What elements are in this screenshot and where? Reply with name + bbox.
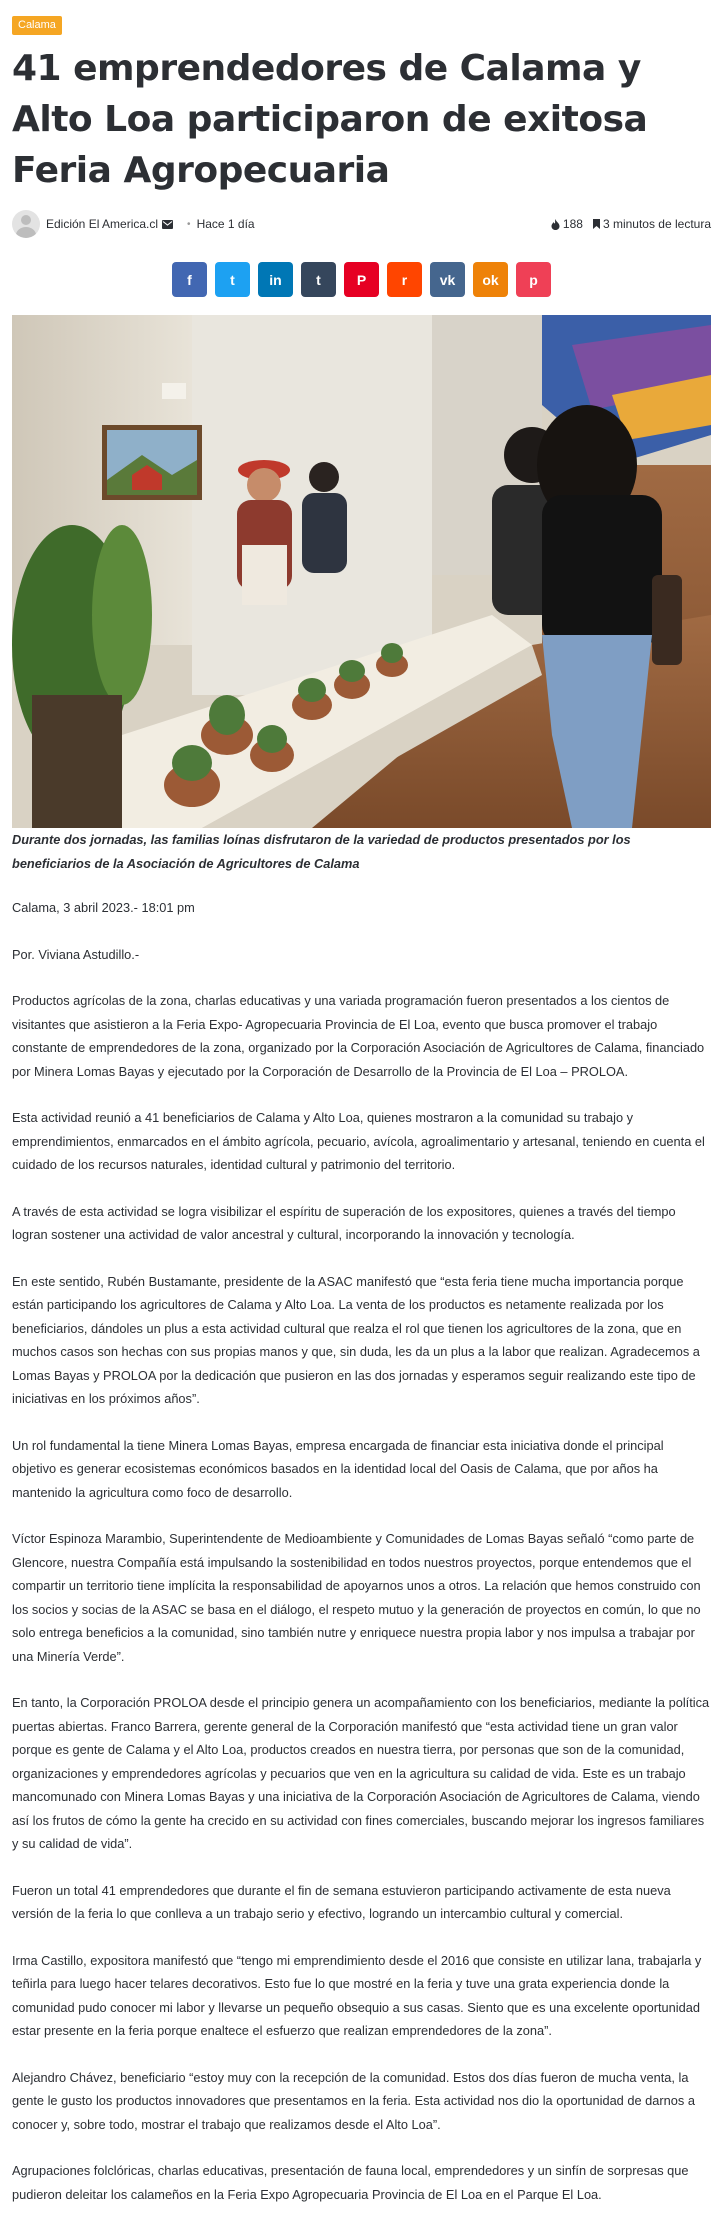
byline: Por. Viviana Astudillo.-: [12, 946, 140, 962]
share-tumblr-button[interactable]: [301, 262, 336, 297]
author-name[interactable]: Edición El America.cl: [46, 217, 159, 231]
share-linkedin-button[interactable]: [258, 262, 293, 297]
paragraph: Un rol fundamental la tiene Minera Lomas Bayas, empresa encargada de financiar esta iniciativa donde el principal objetivo es generar ecosistemas económicos basados en la identidad local del Oasis de Calama, que por años ha mantenido la agricultura como foco de desarrollo.: [12, 1437, 664, 1500]
post-title: 41 emprendedores de Calama y Alto Loa participaron de exitosa Feria Agropecuaria: [12, 48, 648, 191]
facebook-icon: f: [187, 271, 192, 288]
share-buttons: [12, 262, 711, 297]
meta-separator: •: [187, 218, 191, 230]
post-time: Hace 1 día: [196, 217, 255, 231]
paragraph: Fueron un total 41 emprendedores que durante el fin de semana estuvieron participando activamente de esta nueva versión de la feria lo que conlleva a un trabajo serio y efectivo, logrando un intercambio cultural y comercial.: [12, 1882, 671, 1921]
paragraph: Víctor Espinoza Marambio, Superintendente de Medioambiente y Comunidades de Lomas Bayas señaló “como parte de Glencore, nuestra Compañía está impulsando la sostenibilidad en todos nuestros proyectos, porque entendemos que el compartir un territorio tiene implícita la responsabilidad de apoyarnos unos a otros. La relación que hemos construido con los socios y socias de la ASAC se basa en el diálogo, el respeto mutuo y la generación de proyectos en común, lo que no solo entrega beneficios a la comunidad, sino también nutre y enriquece nuestra propia labor y nos impulsa a trabajar por una Minería Verde”.: [12, 1531, 701, 1664]
read-time: [593, 217, 711, 231]
paragraph: A través de esta actividad se logra visibilizar el espíritu de superación de los expositores, quienes a través del tiempo logran sostener una actividad de valor ancestral y cultural, incorporando la innovación y tecnología.: [12, 1203, 676, 1242]
paragraph: En tanto, la Corporación PROLOA desde el principio genera un acompañamiento con los beneficiarios, mediante la política puertas abiertas. Franco Barrera, gerente general de la Corporación manifestó que “esta actividad tiene un gran valor porque es gente de Calama y el Alto Loa, productos creados en nuestra tierra, por personas que son de la comunidad, organizaciones y emprendedores agrícolas y pecuarios que ven en la agricultura su calidad de vida. Este es un trabajo mancomunado con Minera Lomas Bayas y una iniciativa de la Corporación Asociación de Agricultores de Calama, viendo así los frutos de cómo la gente ha crecido en su actividad con fines comerciales, buscando mejorar los ingresos familiares y su calidad de vida”.: [12, 1695, 710, 1851]
post-meta: [12, 208, 711, 240]
paragraph: Alejandro Chávez, beneficiario “estoy muy con la recepción de la comunidad. Estos dos días fueron de mucha venta, la gente le gusto los productos innovadores que presentamos en la feria. Esta actividad nos dio la oportunidad de darnos a conocer y, sobre todo, mostrar el trabajo que realizamos desde el Alto Loa”.: [12, 2069, 695, 2132]
share-pinterest-button[interactable]: [344, 262, 379, 297]
share-vk-button[interactable]: [430, 262, 465, 297]
featured-image: [12, 315, 711, 828]
author-avatar[interactable]: [12, 210, 40, 238]
paragraph: En este sentido, Rubén Bustamante, presidente de la ASAC manifestó que “esta feria tiene mucha importancia porque están participando los agricultores de Calama y Alto Loa. La venta de los productos es netamente realizada por los beneficiarios, dándoles un plus a esta actividad cultural que realza el rol que tienen los agricultores de la zona, que en muchos casos son hechas con sus propias manos y que, sin duda, les da un plus a la labor que realizan. Agradecemos a Lomas Bayas y PROLOA por la dedicación que pusieron en las dos jornadas y esperamos seguir realizando este tipo de iniciativas en los próximos años”.: [12, 1273, 700, 1406]
fire-icon: [551, 219, 560, 230]
share-twitter-button[interactable]: [215, 262, 250, 297]
reddit-icon: r: [401, 271, 408, 288]
article-body: [12, 989, 711, 2206]
share-odnoklassniki-button[interactable]: [473, 262, 508, 297]
views-value: 188: [562, 217, 583, 231]
author-meta: [12, 210, 255, 238]
paragraph: Irma Castillo, expositora manifestó que “tengo mi emprendimiento desde el 2016 que consiste en utilizar lana, trabajarla y teñirla para luego hacer telares decorativos. Esto fue lo que mostré en la feria y tuve una grata experiencia donde la comunidad pudo conocer mi labor y llevarse un pequeño obsequio a sus casas. Siento que es una excelente oportunidad estar presente en la feria porque enaltece el esfuerzo que realizan emprendedores de la zona”.: [12, 1952, 702, 2038]
vk-icon: vk: [439, 271, 456, 288]
bookmark-icon: [593, 219, 600, 229]
linkedin-icon: in: [269, 271, 282, 288]
category-badge[interactable]: Calama: [12, 16, 62, 35]
paragraph: Esta actividad reunió a 41 beneficiarios de Calama y Alto Loa, quienes mostraron a la comunidad su trabajo y emprendimientos, enmarcados en el ámbito agrícola, pecuario, avícola, agroalimentario y artesanal, teniendo en cuenta el cuidado de los recursos naturales, identidad cultural y patrimonio del territorio.: [12, 1110, 705, 1172]
pinterest-icon: P: [356, 271, 367, 288]
twitter-icon: t: [230, 271, 235, 288]
mail-icon[interactable]: [162, 220, 173, 229]
dateline: Calama, 3 abril 2023.- 18:01 pm: [12, 900, 195, 915]
views-count: [551, 217, 583, 231]
pocket-icon: p: [529, 271, 538, 288]
read-time-value: 3 minutos de lectura: [602, 217, 711, 231]
paragraph: Agrupaciones folclóricas, charlas educativas, presentación de fauna local, emprendedores y un sinfín de sorpresas que pudieron deleitar los calameños en la Feria Expo Agropecuaria Provincia de El Loa en el Parque El Loa.: [12, 2163, 689, 2202]
odnoklassniki-icon: ok: [482, 271, 499, 288]
tumblr-icon: t: [316, 271, 321, 288]
image-caption: Durante dos jornadas, las familias loínas disfrutaron de la variedad de productos presentados por los beneficiarios de la Asociación de Agricultores de Calama: [12, 832, 631, 871]
share-pocket-button[interactable]: [516, 262, 551, 297]
share-reddit-button[interactable]: [387, 262, 422, 297]
share-facebook-button[interactable]: [172, 262, 207, 297]
post-stats: [551, 217, 711, 231]
paragraph: Productos agrícolas de la zona, charlas educativas y una variada programación fueron presentados a los cientos de visitantes que asistieron a la Feria Expo- Agropecuaria Provincia de El Loa, evento que busca promover el trabajo constante de emprendedores de la zona, organizado por la Corporación Asociación de Agricultores de Calama, financiado por Minera Lomas Bayas y ejecutado por la Corporación de Desarrollo de la Provincia de El Loa – PROLOA.: [12, 993, 705, 1079]
